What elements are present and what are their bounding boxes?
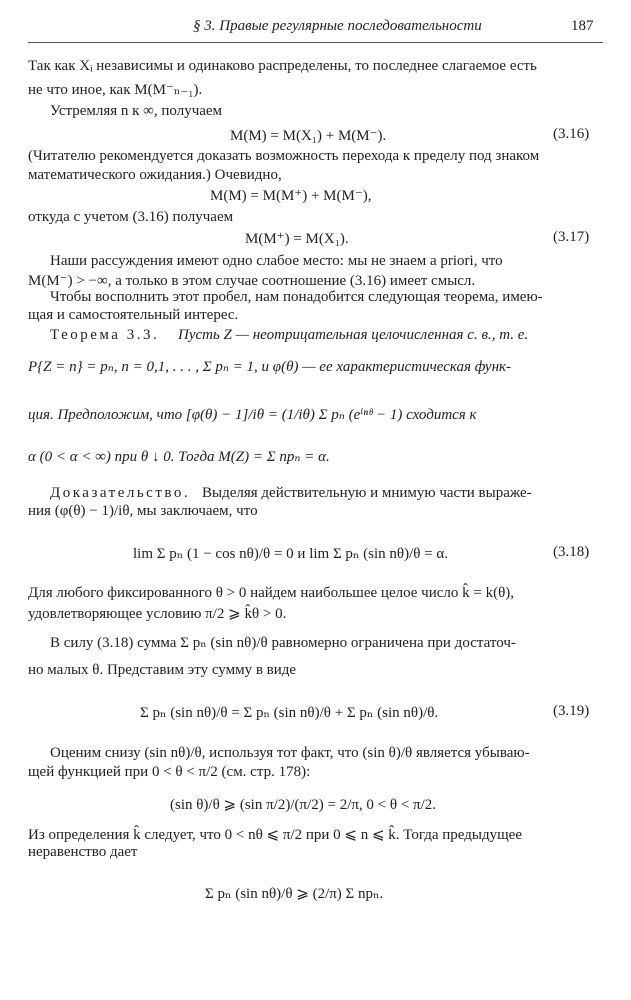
equation-3-18: lim Σ pₙ (1 − cos nθ)/θ = 0 и lim Σ pₙ (sin nθ)/θ = α.: [133, 546, 449, 562]
equation-number: (3.19): [553, 703, 590, 719]
equation-sin-bound: (sin θ)/θ ⩾ (sin π/2)/(π/2) = 2/π, 0 < θ < π/2.: [170, 797, 437, 813]
header-rule: [28, 42, 603, 43]
text-line: Оценим снизу (sin nθ)/θ, используя тот факт, что (sin θ)/θ является убываю-: [50, 745, 530, 761]
text-line: Для любого фиксированного θ > 0 найдем наибольшее целое число k̂ = k(θ),: [28, 585, 515, 601]
text-line: Наши рассуждения имеют одно слабое место: мы не знаем a priori, что: [50, 253, 503, 269]
text-line: Из определения k̂ следует, что 0 < nθ ⩽ π/2 при 0 ⩽ n ⩽ k̂. Тогда предыдущее: [28, 827, 522, 843]
theorem-text: P{Z = n} = pₙ, n = 0,1, . . . , Σ pₙ = 1, и φ(θ) — ее характеристическая функ-: [28, 359, 512, 375]
text-line: ния (φ(θ) − 1)/iθ, мы заключаем, что: [28, 503, 258, 519]
text-line: Так как Xᵢ независимы и одинаково распределены, то последнее слагаемое есть: [28, 58, 537, 74]
equation-number: (3.18): [553, 544, 590, 560]
equation-3-17: M(M⁺) = M(X₁).: [245, 231, 349, 247]
page-number: 187: [571, 18, 594, 34]
text-line: Чтобы восполнить этот пробел, нам понадобится следующая теорема, имею-: [50, 289, 543, 305]
text-line: (Читателю рекомендуется доказать возможность перехода к пределу под знаком: [28, 148, 540, 164]
text-line: Выделяя действительную и мнимую части выраже-: [202, 485, 532, 501]
equation-3-16: M(M) = M(X₁) + M(M⁻).: [230, 128, 387, 144]
text-line: но малых θ. Представим эту сумму в виде: [28, 662, 297, 678]
proof-label: Доказательство.: [50, 485, 191, 501]
equation-number: (3.16): [553, 126, 590, 142]
text-line: математического ожидания.) Очевидно,: [28, 167, 282, 183]
equation-3-19: Σ pₙ (sin nθ)/θ = Σ pₙ (sin nθ)/θ + Σ pₙ (sin nθ)/θ.: [140, 705, 439, 721]
theorem-text: ция. Предположим, что [φ(θ) − 1]/iθ = (1/iθ) Σ pₙ (eⁱⁿᶿ − 1) сходится к: [28, 407, 477, 423]
text-line: щей функцией при 0 < θ < π/2 (см. стр. 178):: [28, 764, 311, 780]
text-line: не что иное, как M(M⁻ₙ₋₁).: [28, 82, 203, 98]
theorem-text: α (0 < α < ∞) при θ ↓ 0. Тогда M(Z) = Σ npₙ = α.: [28, 449, 330, 465]
running-header-title: § 3. Правые регулярные последовательности: [193, 18, 482, 34]
text-line: щая и самостоятельный интерес.: [28, 307, 239, 323]
text-line: неравенство дает: [28, 844, 138, 860]
theorem-label: Теорема 3.3.: [50, 327, 160, 343]
text-line: Устремляя n к ∞, получаем: [50, 103, 223, 119]
text-line: удовлетворяющее условию π/2 ⩾ k̂θ > 0.: [28, 606, 287, 622]
equation-final: Σ pₙ (sin nθ)/θ ⩾ (2/π) Σ npₙ.: [205, 886, 384, 902]
text-line: откуда с учетом (3.16) получаем: [28, 209, 234, 225]
equation-obvious: M(M) = M(M⁺) + M(M⁻),: [210, 188, 372, 204]
text-line: В силу (3.18) сумма Σ pₙ (sin nθ)/θ равномерно ограничена при достаточ-: [50, 635, 516, 651]
equation-number: (3.17): [553, 229, 590, 245]
theorem-text: Пусть Z — неотрицательная целочисленная с. в., т. е.: [178, 327, 529, 343]
text-line: M(M⁻) > −∞, а только в этом случае соотношение (3.16) имеет смысл.: [28, 273, 476, 289]
